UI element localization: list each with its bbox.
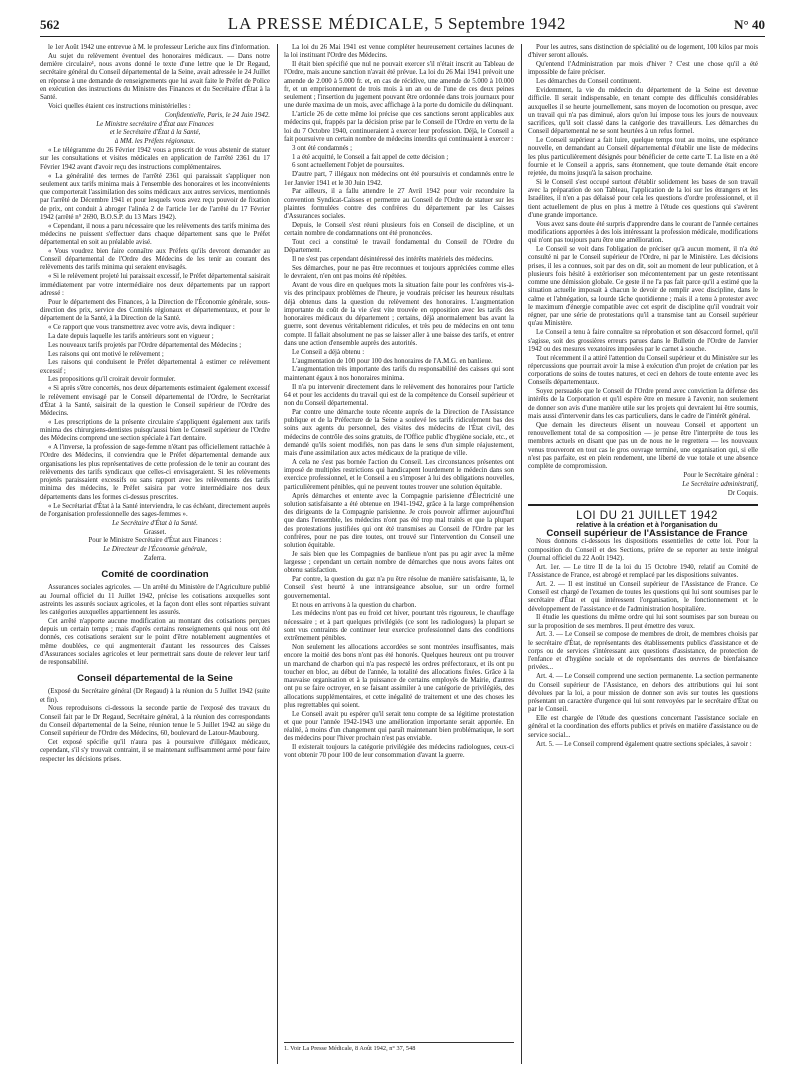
paragraph: Il était bien spécifié que nul ne pouvait exercer s'il n'était inscrit au Tableau de l'Ordre, mais aucune sanction n'avait été prévue. La loi du 26 Mai 1941 prévoit une amende de 2.000 à 5.000 fr. et, en cas de récidive, une amende de 5.000 à 10.000 fr, et un emprisonnement de trois mois à un an ou de l'une de ces deux peines seulement ; l'insertion du jugement pouvant être ordonnée dans trois journaux pour une durée maxima de un mois, avec affichage à la porte du domicile du délinquant. xyxy=(284,61,514,110)
law-section xyxy=(528,504,758,538)
paragraph: « Cependant, il nous a paru nécessaire que les relèvements des tarifs minima des médecins ne puissent s'effectuer dans chaque département sans que le Préfet départemental en soit au préalable avisé. xyxy=(40,222,270,247)
column-rule-2 xyxy=(521,44,522,1064)
paragraph: Je sais bien que les Compagnies de banlieue n'ont pas pu agir avec la même largesse ; cependant un certain nombre de démarches que nous avons faites ont obtenu satisfaction. xyxy=(284,550,514,575)
paragraph: A cela ne s'est pas bornée l'action du Conseil. Les circonstances présentes ont imposé de multiples restrictions qui handicapent lourdement le médecin dans son exercice professionnel, et le Conseil a eu s'imposer à lui des obligations nouvelles, particulièrement pénibles, qui ne peuvent toutes trouver une solution équitable. xyxy=(284,458,514,491)
paragraph: « Le télégramme du 26 Février 1942 vous a prescrit de vous abstenir de statuer sur les consultations et visites médicales en application de l'arrêté 2361 du 17 Février 1942 avant d'avoir reçu des instructions complémentaires. xyxy=(40,147,270,171)
signature-title: Pour le Ministre Secrétaire d'État aux Finances : xyxy=(88,537,222,545)
journal-title xyxy=(228,14,566,34)
paragraph: Et nous en arrivons à la question du charbon. xyxy=(292,601,417,609)
paragraph: Art. 2. — Il est institué un Conseil supérieur de l'Assistance de France. Ce Conseil est chargé de l'examen de toutes les questions qui lui sont soumises par le secrétaire d'État et qui intéressent l'organisation, le fonctionnement et le développement de l'assistance et de l'administration hospitalière. xyxy=(528,580,758,613)
paragraph: 3 ont été condamnés ; xyxy=(292,144,353,152)
paragraph: Voici quelles étaient ces instructions ministérielles : xyxy=(48,102,191,110)
paragraph: Le Conseil a tenu à faire connaître sa réprobation et son désaccord formel, qu'il s'agisse, soit des grossières erreurs parues dans le Bulletin de l'Ordre de Janvier 1942 ou des mesures vexatoires imposées par le carnet à souche. xyxy=(528,329,758,353)
paragraph: Nous reproduisons ci-dessous la seconde partie de l'exposé des travaux du Conseil fait par le Dr Regaud, Secrétaire général, à la réunion des correspondants du Conseil départemental de la Seine, réunion tenue le 5 Juillet 1942 au siège du Conseil supérieur de l'Ordre des Médecins, 60, boulevard de Latour-Maubourg. xyxy=(40,705,270,738)
paragraph: Vous avez sans doute été surpris d'apprendre dans le courant de l'année certaines modifications apportées à des lois intéressant la profession médicale, modifications qui n'ont pas toujours paru être une amélioration. xyxy=(528,220,758,245)
addressee-line: Le Ministre secrétaire d'État aux Finances xyxy=(96,120,214,128)
paragraph: Qu'entend l'Administration par mois d'hiver ? C'est une chose qu'il a été impossible de faire préciser. xyxy=(528,61,758,77)
paragraph: Tout ceci a constitué le travail fondamental du Conseil de l'Ordre du Département. xyxy=(284,239,514,255)
paragraph: Les raisons qui conduisent le Préfet départemental à estimer ce relèvement excessif ; xyxy=(40,359,270,375)
paragraph: L'augmentation de 100 pour 100 des honoraires de l'A.M.G. en banlieue. xyxy=(292,357,493,365)
paragraph: le 1er Août 1942 une entrevue à M. le professeur Leriche aux fins d'information. xyxy=(48,44,270,51)
paragraph: Elle est chargée de l'étude des questions concernant l'assistance sociale en général et la coordination des efforts publics et privés en matière d'assistance ou de service social... xyxy=(528,715,758,739)
paragraph: Que demain les directeurs élisent un nouveau Conseil et apportent un renouvellement total de sa composition — je pense être l'interprète de tous les membres actuels en disant que pas un de nous ne le regrettera — les nouveaux venus trouveront en tout cas le gros ouvrage terminé, une organisation qui, si elle n'est pas parfaite, est en plein rendement, une liberté de vue totale et une absence complète de compromission. xyxy=(528,421,758,471)
paragraph: « Les prescriptions de la présente circulaire s'appliquent également aux tarifs minima des chirurgiens-dentistes puisqu'aussi bien le Conseil supérieur de l'Ordre des Médecins comprend une section spéciale à l'art dentaire. xyxy=(40,418,270,443)
paragraph: Il ne s'est pas cependant désintéressé des intérêts matériels des médecins. xyxy=(292,256,494,264)
paragraph: Les raisons qui ont motivé le relèvement ; xyxy=(48,350,164,358)
paragraph: « A l'inverse, la profession de sage-femme n'étant pas officiellement rattachée à l'Ordre des Médecins, il conviendra que le Préfet départemental demande aux organisations les plus représentatives de cette profession de le tenir au courant des relèvements des tarifs syndicaux que celles-ci envisageraient. Si les relèvements projetés paraissaient excessifs ou sans rapport avec les relèvements des tarifs minima des médecins, le Préfet saisira par votre intermédiaire nos deux départements dans les formes ci-dessus prescrites. xyxy=(40,444,270,501)
law-subtitle: relative à la création et à l'organisation du xyxy=(576,520,718,529)
paragraph: « Si le relèvement projeté lui paraissait excessif, le Préfet départemental saisirait immédiatement par votre intermédiaire nos deux départements par un rapport adressé : xyxy=(40,273,270,297)
paragraph: Le Conseil avait pu espérer qu'il serait tenu compte de sa légitime protestation et que pour l'année 1942-1943 une amélioration importante serait apportée. En réalité, à moins d'un changement qui paraît maintenant bien problématique, le sort des médecins pour l'hiver prochain n'est pas enviable. xyxy=(284,710,514,743)
paragraph: Nous donnons ci-dessous les dispositions essentielles de cette loi. Pour la composition du Conseil et des Sections, prière de se reporter au texte intégral (Journal officiel du 22 Août 1942). xyxy=(528,538,758,562)
paragraph: Assurances sociales agricoles. — Un arrêté du Ministère de l'Agriculture publié au Journal officiel du 11 Juillet 1942, précise les cotisations auxquelles sont astreints les assurés sociaux agricoles, et la façon dont elles sont réparties suivant les catégories auxquelles appartiennent les assurés. xyxy=(40,584,270,617)
paragraph: Depuis, le Conseil s'est réuni plusieurs fois en Conseil de discipline, et un certain nombre de condamnations ont été prononcées. xyxy=(284,222,514,238)
paragraph: Il n'a pu intervenir directement dans le relèvement des honoraires pour l'article 64 et pour les accidents du travail qui est de la compétence du Conseil supérieur et non du Conseil départemental. xyxy=(284,383,514,407)
paragraph: Les démarches du Conseil continuent. xyxy=(536,78,642,86)
journal-name: LA PRESSE MÉDICALE, xyxy=(227,14,430,33)
dateline: Confidentielle, Paris, le 24 Juin 1942. xyxy=(164,111,270,119)
paragraph: Soyez persuadés que le Conseil de l'Ordre prend avec conviction la défense des intérêts de la Corporation et qu'il espère être en mesure à l'avenir, non seulement de donner son avis d'une manière utile sur les projets qui devraient lui être soumis, mais aussi d'intervenir dans les cas particuliers, dans le cadre de l'intérêt général. xyxy=(528,388,758,420)
law-title: LOI DU 21 JUILLET 1942 xyxy=(576,509,718,522)
signature-name: Zaferra. xyxy=(144,555,166,563)
page-number: 562 xyxy=(40,17,60,32)
signature-title: Pour le Secrétaire général : xyxy=(683,471,758,479)
paragraph: « Vous voudrez bien faire connaître aux Préfets qu'ils devront demander au Conseil départemental de l'Ordre des Médecins de les tenir au courant des relèvements des tarifs minima qui seraient envisagés. xyxy=(40,247,270,272)
paragraph: 1 a été acquitté, le Conseil a fait appel de cette décision ; xyxy=(292,153,449,161)
signature-role: Le Directeur de l'Économie générale, xyxy=(103,546,207,554)
paragraph: Par contre, la question du gaz n'a pu être résolue de manière satisfaisante, là, le Conseil s'est heurté à une intransigeance absolue, sur un ordre formel gouvernemental. xyxy=(284,576,514,600)
section-title: Comité de coordination xyxy=(101,569,209,581)
column-3 xyxy=(528,44,758,1074)
addressee-line: à MM. les Préfets régionaux. xyxy=(114,138,196,146)
section-title: Conseil départemental de la Seine xyxy=(77,673,233,685)
signature-role: Le Secrétaire administratif, xyxy=(682,480,758,488)
paragraph: Après démarches et entente avec la Compagnie parisienne d'Électricité une solution satisfaisante a été obtenue en 1941-1942, grâce à la large compréhension des dirigeants de la Compagnie parisienne. Je crois pouvoir affirmer aujourd'hui que dans l'ensemble, les médecins n'ont pas été trop mal traités et que la plupart des protestations justifiées qui ont été transmises au Conseil de l'Ordre par les confrères, pour ne pas dire toutes, ont trouvé sur l'intervention du Conseil une solution équitable. xyxy=(284,492,514,550)
paragraph: Evidemment, la vie du médecin du département de la Seine est devenue difficile. Il serait indispensable, en tenant compte des difficultés considérables auxquelles il se heurte journellement, sans moyen de locomotion ou presque, avec un travail qui n'a pas diminué, alors qu'on lui impose tous les jours de nouveaux sacrifices, qu'il soit classé dans la catégorie des travailleurs. Les démarches du Conseil départemental ne se sont heurtées à un refus formel. xyxy=(528,87,758,136)
signature-name: Dr Coquis. xyxy=(727,489,758,497)
paragraph: Les propositions qu'il croirait devoir formuler. xyxy=(48,376,176,384)
footnote: 1. Voir La Presse Médicale, 8 Août 1942, n° 37, 548 xyxy=(284,1042,514,1052)
paragraph: Le Conseil a déjà obtenu : xyxy=(292,348,365,356)
paragraph: La date depuis laquelle les tarifs antérieurs sont en vigueur ; xyxy=(48,332,214,340)
paragraph: Les nouveaux tarifs projetés par l'Ordre départemental des Médecins ; xyxy=(48,341,242,349)
paragraph: Le Conseil se voit dans l'obligation de préciser qu'à aucun moment, il n'a été consulté ni par le Conseil supérieur de l'Ordre, ni par le Ministère. Les décisions prises, il les a connues, soit par des on dit, soit au moment de leur publication, et à plusieurs fois hésité à extérioriser son mécontentement par un geste retentissant comme une démission globale. Ce geste il ne l'a pas fait parce qu'il a estimé que la situation actuelle imposait à chacun le devoir de remplir avec discipline, dans le calme et l'abnégation, sa lourde tâche quotidienne ; mais il a tenu à protester avec le maximum d'énergie compatible avec cet esprit de discipline qu'il voudrait voir régner, par une série de protestations qu'il a transmise tant au Conseil supérieur qu'au Ministère. xyxy=(528,246,758,328)
paragraph: 6 sont actuellement l'objet de poursuites. xyxy=(292,162,405,170)
paragraph: Avant de vous dire en quelques mots la situation faite pour les confrères vis-à-vis des principaux problèmes de l'heure, je voudrais préciser les heureux résultats déjà obtenus dans la question du relèvement des honoraires. L'augmentation importante du coût de la vie s'est vite trouvée en opposition avec les tarifs des honoraires médicaux du département ; certains, déjà anormalement bas avant la guerre, sont devenus véritablement ridicules, et très peu de médecins en ont tenu compte. Il fallait absolument ne pas se laisser aller à une baisse des tarifs, et entrer dans une action d'ensemble auprès des autorités. xyxy=(284,282,514,347)
column-rule-1 xyxy=(277,44,278,1064)
paragraph: Par ailleurs, il a fallu attendre le 27 Avril 1942 pour voir reconduire la convention Syndicat-Caisses et permettre au Conseil de l'Ordre de statuer sur les plaintes formulées contre des confrères du département par les Caisses d'Assurances sociales. xyxy=(284,188,514,221)
paragraph: Art. 1er. — Le titre II de la loi du 15 Octobre 1940, relatif au Comité de l'Assistance de France, est abrogé et remplacé par les dispositions suivantes. xyxy=(528,563,758,579)
paragraph: (Exposé du Secrétaire général (Dr Regaud) à la réunion du 5 Juillet 1942 (suite et fin). xyxy=(40,688,270,704)
paragraph: La loi du 26 Mai 1941 est venue compléter heureusement certaines lacunes de la loi instituant l'Ordre des Médecins. xyxy=(284,44,514,60)
column-2 xyxy=(284,44,514,1074)
paragraph: Art. 5. — Le Conseil comprend également quatre sections spéciales, à savoir : xyxy=(536,740,752,748)
paragraph: Cet exposé spécifie qu'il n'aura pas à poursuivre d'illégaux médicaux, cependant, s'il s'y trouvait contraint, il se maintenant suffisamment armé pour faire respecter les décisions prises. xyxy=(40,739,270,763)
paragraph: « Le Secrétariat d'État à la Santé interviendra, le cas échéant, directement auprès de l'organisation professionnelle des sages-femmes ». xyxy=(40,502,270,518)
column-1 xyxy=(40,44,270,1074)
paragraph: Art. 3. — Le Conseil se compose de membres de droit, de membres choisis par le secrétaire d'État, de représentants des établissements publics d'assistance et de corps ou de services s'intéressant aux questions d'assistance, de protection de l'enfance et d'hygiène sociale et de représentants des œuvres de bienfaisance privées... xyxy=(528,631,758,672)
paragraph: Au sujet du relèvement éventuel des honoraires médicaux. — Dans notre dernière circulaire¹, nous avons donné le texte d'une lettre que le Dr Regaud, secrétaire général du Conseil départemental de la Seine, avait adressée le 24 Juillet en réponse à une demande de renseignements que lui avait faite le Préfet de Police en exécution des instructions du Ministre des Finances et du Secrétaire d'État à la Santé. xyxy=(40,52,270,102)
paragraph: Cet arrêté n'apporte aucune modification au montant des cotisations perçues depuis un certain temps ; mais d'après certains renseignements qui nous ont été donnés, ces cotisations seraient sur le point d'être notablement augmentées et même doublées, ce qui augmenterait d'autant les ressources des Caisses d'Assurances sociales agricoles et leur permettrait sans doute de relever leur tarif de responsabilité. xyxy=(40,617,270,667)
paragraph: Ses démarches, pour ne pas être reconnues et toujours appréciées comme elles le devraient, n'en ont pas moins été répétées. xyxy=(284,265,514,281)
paragraph: « La généralité des termes de l'arrêté 2361 qui paraissait s'appliquer non seulement aux tarifs minima mais à l'ensemble des honoraires et les inconvénients que comporterait l'assimilation des soins médicaux aux autres services, mentionnés par l'arrêté de Décembre 1941 et pour lesquels vous avez reçu pouvoir de fixation de prix, ont conduit à abroger l'alinéa 2 de l'article 1er de l'arrêté du 17 Février 1942 (arrêté n° 2690, B.O.S.P. du 13 Mars 1942). xyxy=(40,172,270,221)
addressee-line: et le Secrétaire d'État à la Santé, xyxy=(109,129,201,137)
paragraph: « Ce rapport que vous transmettrez avec votre avis, devra indiquer : xyxy=(48,323,235,331)
paragraph: Par contre une démarche toute récente auprès de la Direction de l'Assistance publique et de la Préfecture de la Seine a soulevé les tarifs ridiculement bas des soins aux agents du personnel, des visites des médecins de l'État civil, des médecins de contrôle des soins gratuits, de l'Office public d'hygiène sociale, etc., et demandé qu'ils soient modifiés, non pas dans le sens d'un simple réajustement, mais d'une assimilation aux actes médicaux de la pratique de ville. xyxy=(284,408,514,458)
paragraph: « Si après s'être concertés, nos deux départements estimaient également excessif le relèvement envisagé par le Conseil départemental de l'Ordre, le Secrétariat d'État à la Santé, saisirait de la question le Conseil supérieur de l'Ordre des Médecins. xyxy=(40,385,270,418)
page-header xyxy=(40,14,765,37)
paragraph: Le Conseil supérieur a fait luire, quelque temps tout au moins, une espérance nouvelle, en demandant au Conseil départemental d'établir une liste de médecins les plus particulièrement désignés pour bénéficier de cette carte T. La liste en a été fournie et le Conseil a appris, sans étonnement, que toute demande était encore rejetée, du moins jusqu'à la saison prochaine. xyxy=(528,137,758,178)
paragraph: L'augmentation très importante des tarifs du responsabilité des caisses qui sont maintenant égaux à nos honoraires minima. xyxy=(284,366,514,382)
paragraph: Pour les autres, sans distinction de spécialité ou de logement, 100 kilos par mois d'hiver seront alloués. xyxy=(528,44,758,60)
paragraph: Il existerait toujours la catégorie privilégiée des médecins radiologues, ceux-ci vont obtenir 70 pour 100 de leur consommation d'avant la guerre. xyxy=(284,744,514,760)
paragraph: Les médecins n'ont pas eu froid cet hiver, pourtant très rigoureux, le chauffage nécessaire ; et à part quelques privilégiés (ce sont les radiologues) la plupart se sont vus contraints de continuer leur exercice professionnel dans des conditions extrêmement pénibles. xyxy=(284,610,514,643)
paragraph: Tout récemment il a attiré l'attention du Conseil supérieur et du Ministère sur les répercussions que pourrait avoir la mise à exécution d'un projet de création par les corporations de soins de toutes natures, et ceci en dehors de toute entente avec les Conseils départementaux. xyxy=(528,354,758,387)
signature-name: Grasset. xyxy=(143,528,167,536)
paragraph: Il étudie les questions du même ordre qui lui sont soumises par son bureau ou sur la proposition de ses membres. Il peut émettre des vœux. xyxy=(528,614,758,630)
paragraph: Art. 4. — Le Conseil comprend une section permanente. La section permanente du Conseil supérieur de l'Assistance, en dehors des attributions qui lui sont dévolues par la loi, a pour mission de donner son avis sur toutes les questions présentant un caractère d'urgence qui lui sont renvoyées par le secrétaire d'État ou par le Conseil. xyxy=(528,673,758,714)
signature-title: Le Secrétaire d'État à la Santé. xyxy=(112,519,198,527)
law-heading: Conseil supérieur de l'Assistance de France xyxy=(546,527,748,539)
paragraph: Non seulement les allocations accordées se sont montrées insuffisantes, mais encore la moitié des bons n'ont pas été honorés. Quelques heureux ont pu trouver un marchand de charbon qui n'a pas respecté les ordres préfectoraux, et ils ont pu toucher en bloc, au début de l'année, la totalité des allocations fixées. Grâce à la mauvaise organisation et à la puissance de certains employés de Mairie, d'autres ont pu se faire octroyer, en se faisant assimiler à une catégorie de privilégiés, des allocations supplémentaires, et cette inégalité de traitement et une des choses les plus regrettables qui soient. xyxy=(284,644,514,709)
paragraph: L'article 26 de cette même loi précise que ces sanctions seront applicables aux médecins qui, frappés par la décision prise par le Conseil de l'Ordre en vertu de la loi du 7 Octobre 1940, continueraient à exercer leur profession. Déjà, le Conseil a fait poursuivre un certain nombre de médecins interdits qui continuaient à exercer : xyxy=(284,111,514,143)
paragraph: Pour le département des Finances, à la Direction de l'Économie générale, sous-direction des prix, service des Comités régionaux et départementaux, et pour le département de la Santé, à la Direction de la Santé. xyxy=(40,298,270,323)
paragraph: Si le Conseil s'est occupé surtout d'établir solidement les bases de son travail avec la préparation de son Tableau, l'application de la loi sur les étrangers et les Israélites, il n'en a pas délaissé pour cela les questions d'ordre professionnel, et il tient actuellement de plus en plus à mettre à l'étude ces questions qui s'avèrent d'une grande importance. xyxy=(528,178,758,219)
issue-number: N° 40 xyxy=(734,17,765,32)
issue-date: 5 Septembre 1942 xyxy=(434,14,566,33)
paragraph: D'autre part, 7 illégaux non médecins ont été poursuivis et condamnés entre le 1er Janvier 1941 et le 30 Juin 1942. xyxy=(284,171,514,187)
